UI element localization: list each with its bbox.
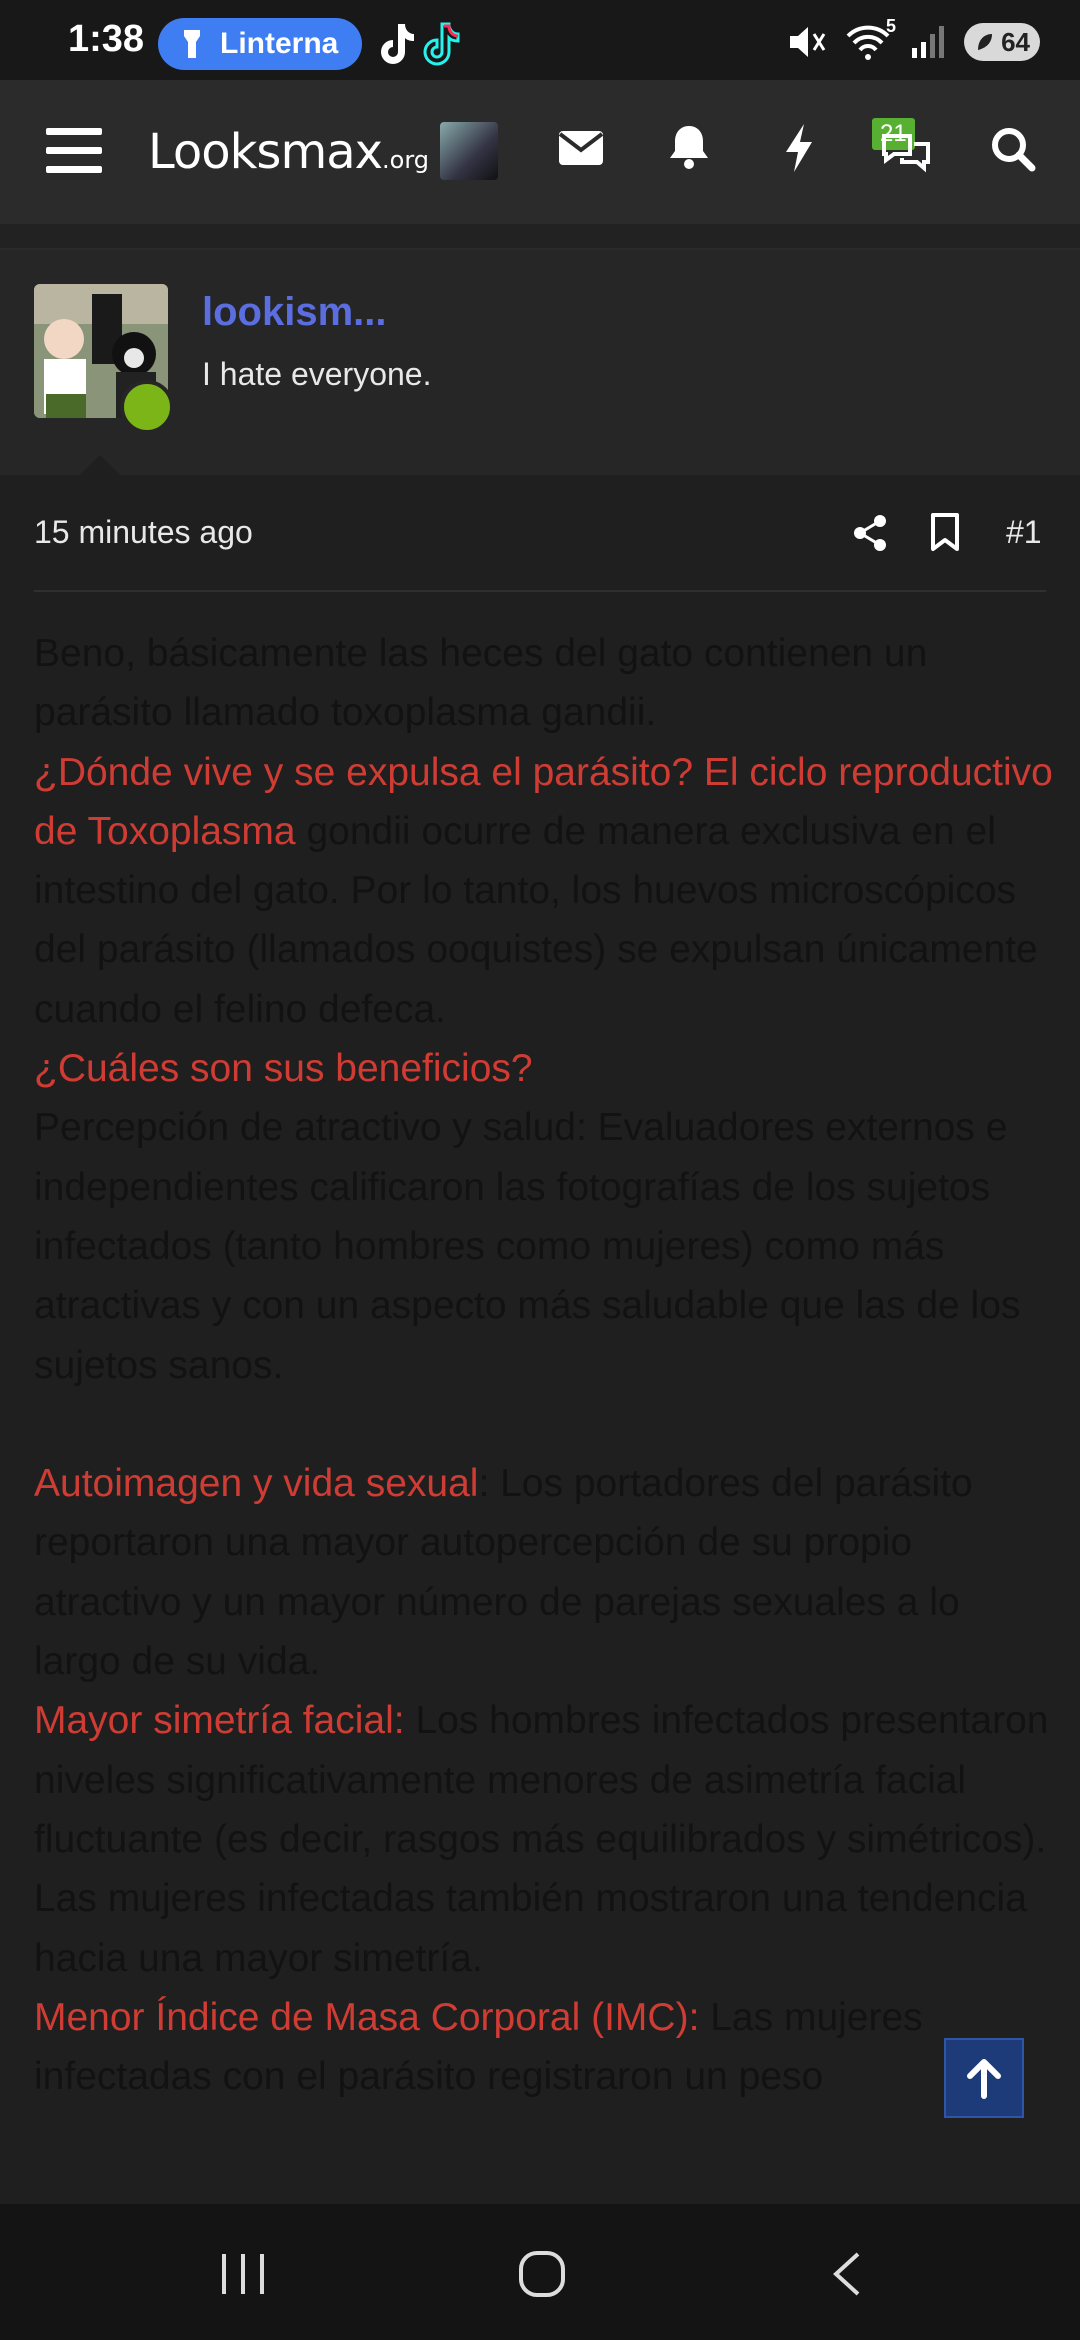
blank-line (34, 1395, 1054, 1454)
flashlight-label: Linterna (220, 27, 339, 60)
account-avatar[interactable] (440, 122, 498, 180)
battery-level: 64 (1001, 27, 1030, 57)
site-logo[interactable] (148, 124, 429, 180)
mute-icon (786, 22, 826, 62)
post-author-block (0, 250, 1080, 475)
menu-icon[interactable] (46, 126, 102, 176)
leaf-icon (976, 32, 994, 52)
wifi-icon (844, 16, 896, 62)
post-paragraph (34, 743, 1054, 1039)
logo-suffix: .org (382, 146, 430, 174)
system-nav-bar (0, 2204, 1080, 2340)
body-text: Los hombres infectados presentaron niveles significativamente menores de asimetría facial fluctuante (es decir, rasgos más equilibrados y simétricos). Las mujeres infectadas también mostraron una tendencia hacia una mayor simetría. (34, 1699, 1049, 1980)
post-paragraph (34, 1454, 1054, 1691)
highlight-text: Menor Índice de Masa Corporal (IMC): (34, 1995, 700, 2039)
post-time[interactable]: 15 minutes ago (34, 514, 253, 550)
lightning-icon[interactable] (784, 124, 814, 172)
post-body (34, 624, 1054, 2106)
tiktok-icon (376, 22, 416, 66)
wifi-number: 5 (885, 16, 896, 36)
flashlight-icon (180, 28, 204, 60)
header-spacer (0, 224, 1080, 250)
body-text: : Los portadores del parásito reportaron una mayor autopercepción de su propio atractivo y un mayor número de parejas sexuales a lo largo de su vida. (34, 1462, 973, 1684)
logo-main: Looksmax (148, 124, 383, 180)
online-indicator (120, 380, 174, 434)
highlight-text: Mayor simetría facial: (34, 1699, 405, 1743)
body-text: gondii ocurre de manera exclusiva en el intestino del gato. Por lo tanto, los huevos microscópicos del parásito (llamados ooquistes) se expulsan únicamente cuando el felino defeca. (34, 809, 1038, 1031)
highlight-text: ¿Dónde vive y se expulsa el parásito? El ciclo reproductivo de Toxoplasma (34, 750, 1053, 853)
meta-divider (34, 590, 1046, 592)
status-time: 1:38 (68, 18, 145, 60)
tiktok-lite-icon (420, 22, 460, 66)
highlight-text: Autoimagen y vida sexual (34, 1462, 479, 1506)
scroll-to-top-button[interactable] (944, 2038, 1024, 2118)
post-number[interactable]: #1 (1006, 514, 1042, 550)
author-block-pointer (78, 455, 122, 477)
bookmark-icon[interactable] (930, 512, 960, 552)
body-text: Las mujeres infectadas con el parásito registraron un peso (34, 1995, 923, 2099)
signal-icon (910, 24, 946, 60)
bell-icon[interactable] (668, 124, 710, 170)
post-paragraph: Beno, básicamente las heces del gato contienen un parásito llamado toxoplasma gandii. (34, 632, 928, 735)
back-icon[interactable] (828, 2250, 864, 2298)
arrow-up-icon (946, 2040, 1022, 2116)
inbox-icon[interactable] (558, 130, 604, 166)
post-paragraph (34, 1691, 1054, 1987)
post-paragraph: Percepción de atractivo y salud: Evaluadores externos e independientes calificaron las fotografías de los sujetos infectados (tanto hombres como mujeres) como más atractivas y con un aspecto más saludable que las de los sujetos sanos. (34, 1106, 1021, 1387)
battery-indicator (964, 23, 1040, 61)
author-name[interactable]: lookism... (202, 290, 387, 334)
post-paragraph (34, 1988, 1054, 2107)
recent-apps-icon[interactable] (218, 2254, 268, 2294)
site-header (0, 80, 1080, 224)
home-icon[interactable] (518, 2250, 566, 2298)
messages-badge: 21 (872, 118, 915, 150)
author-title: I hate everyone. (202, 356, 432, 392)
status-bar (0, 0, 1080, 80)
post-heading: ¿Cuáles son sus beneficios? (34, 1047, 533, 1091)
search-icon[interactable] (990, 126, 1036, 172)
conversations-icon[interactable] (880, 130, 932, 174)
post-meta (0, 478, 1080, 590)
flashlight-pill[interactable] (158, 18, 362, 70)
share-icon[interactable] (852, 514, 888, 552)
